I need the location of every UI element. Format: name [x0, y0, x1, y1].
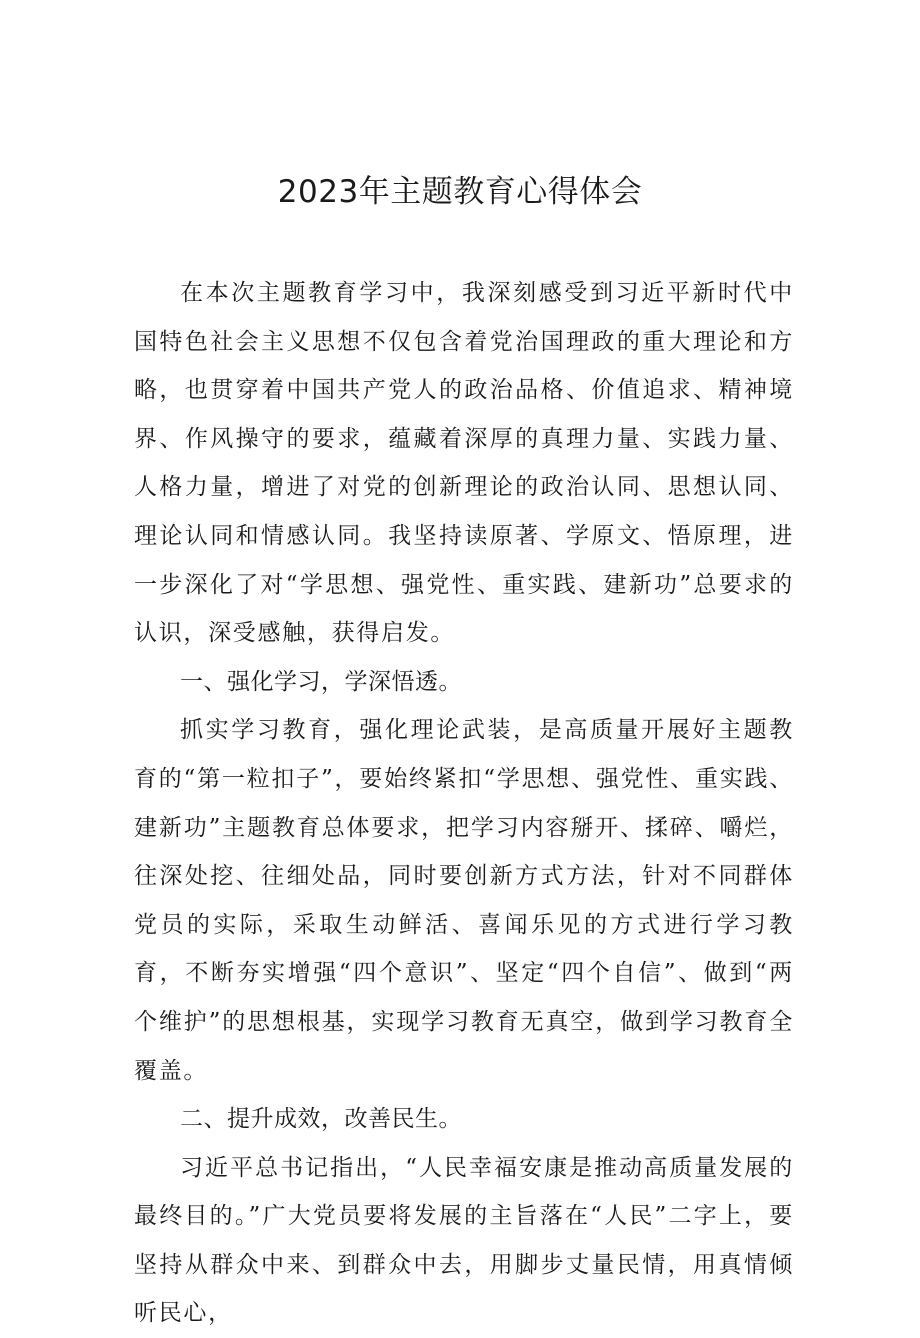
intro-paragraph: 在本次主题教育学习中，我深刻感受到习近平新时代中国特色社会主义思想不仅包含着党治国理政的重大理论和方略，也贯穿着中国共产党人的政治品格、价值追求、精神境界、作风操守的要求，蕴藏着深厚的真理力量、实践力量、人格力量，增进了对党的创新理论的政治认同、思想认同、理论认同和情感认同。我坚持读原著、学原文、悟原理，进一步深化了对“学思想、强党性、重实践、建新功”总要求的认识，深受感触，获得启发。 [134, 280, 794, 647]
section-heading-1: 一、强化学习，学深悟透。 [180, 668, 462, 695]
section-heading-2: 二、提升成效，改善民生。 [180, 1106, 462, 1133]
section-paragraph-1: 抓实学习教育，强化理论武装，是高质量开展好主题教育的“第一粒扣子”，要始终紧扣“学思想、强党性、重实践、建新功”主题教育总体要求，把学习内容掰开、揉碎、嚼烂，往深处挖、往细处品，同时要创新方式方法，针对不同群体党员的实际，采取生动鲜活、喜闻乐见的方式进行学习教育，不断夯实增强“四个意识”、坚定“四个自信”、做到“两个维护”的思想根基，实现学习教育无真空，做到学习教育全覆盖。 [134, 717, 794, 1084]
document-title: 2023年主题教育心得体会 [277, 174, 643, 210]
section-paragraph-2: 习近平总书记指出，“人民幸福安康是推动高质量发展的最终目的。”广大党员要将发展的主旨落在“人民”二字上，要坚持从群众中来、到群众中去，用脚步丈量民情，用真情倾听民心， [134, 1154, 794, 1327]
document-body [134, 269, 794, 1338]
